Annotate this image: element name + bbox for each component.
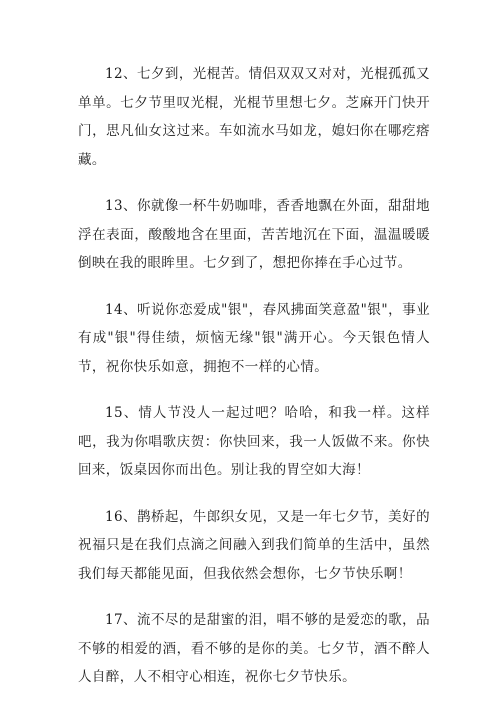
paragraph-17: 17、流不尽的是甜蜜的泪，唱不够的是爱恋的歌，品不够的相爱的酒，看不够的是你的美。七夕节，酒不醉人人自醉，人不相守心相连，祝你七夕节快乐。 — [78, 612, 430, 685]
document-body — [78, 60, 430, 710]
paragraph-14: 14、听说你恋爱成"银"，春风拂面笑意盈"银"，事业有成"银"得佳绩，烦恼无缘"银"满开心。今天银色情人节，祝你快乐如意，拥抱不一样的心情。 — [78, 301, 430, 375]
paragraph-13: 13、你就像一杯牛奶咖啡，香香地飘在外面，甜甜地浮在表面，酸酸地含在里面，苦苦地沉在下面，温温暖暖倒映在我的眼眸里。七夕到了，想把你捧在手心过节。 — [78, 198, 430, 271]
paragraph-15: 15、情人节没人一起过吧？哈哈，和我一样。这样吧，我为你唱歌庆贺：你快回来，我一人饭做不来。你快回来，饭桌因你而出色。别让我的胃空如大海！ — [78, 405, 430, 478]
paragraph-12: 12、七夕到，光棍苦。情侣双双又对对，光棍孤孤又单单。七夕节里叹光棍，光棍节里想七夕。芝麻开门快开门，思凡仙女这过来。车如流水马如龙，媳妇你在哪疙瘩藏。 — [78, 66, 430, 168]
paragraph-16: 16、鹊桥起，牛郎织女见，又是一年七夕节，美好的祝福只是在我们点滴之间融入到我们简单的生活中，虽然我们每天都能见面，但我依然会想你，七夕节快乐啊！ — [78, 508, 430, 582]
